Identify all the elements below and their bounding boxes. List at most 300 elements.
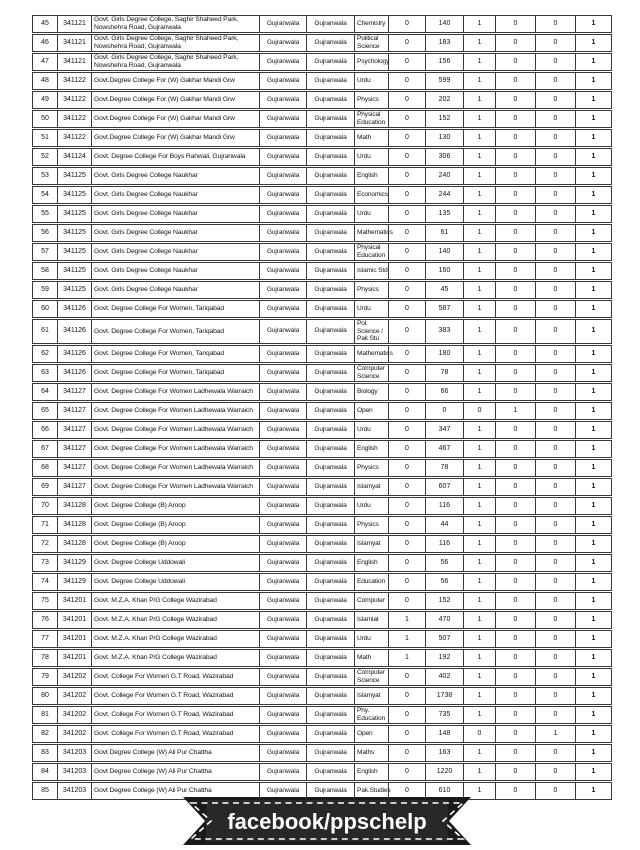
cell-subject: Islamyat [354, 478, 388, 496]
cell-applicants: 183 [425, 34, 463, 52]
cell-stat1: 1 [463, 91, 495, 109]
cell-seats_flag: 0 [388, 782, 425, 800]
table-row [32, 611, 612, 629]
cell-subject: Urdu [354, 421, 388, 439]
cell-district: Gujranwala [259, 110, 306, 128]
cell-seats_flag: 0 [388, 687, 425, 705]
cell-stat1: 1 [463, 744, 495, 762]
cell-tehsil: Gujranwala [306, 110, 354, 128]
cell-code: 341124 [57, 148, 91, 166]
cell-stat2: 0 [495, 281, 535, 299]
cell-stat2: 0 [495, 53, 535, 71]
cell-tehsil: Gujranwala [306, 262, 354, 280]
cell-stat3: 0 [535, 243, 575, 261]
cell-tehsil: Gujranwala [306, 91, 354, 109]
cell-college: Govt. Degree College (B) Aroop [91, 497, 259, 515]
cell-stat2: 0 [495, 478, 535, 496]
cell-stat3: 0 [535, 535, 575, 553]
cell-college: Govt. Degree College For Women Ladhewala Warraich [91, 478, 259, 496]
cell-tehsil: Gujranwala [306, 687, 354, 705]
table-row [32, 497, 612, 515]
cell-stat2: 0 [495, 630, 535, 648]
cell-college: Govt. College For Women G.T Road, Wazirabad [91, 706, 259, 724]
cell-seats_flag: 0 [388, 402, 425, 420]
cell-stat3: 0 [535, 402, 575, 420]
cell-applicants: 607 [425, 478, 463, 496]
cell-stat1: 1 [463, 687, 495, 705]
cell-tehsil: Gujranwala [306, 345, 354, 363]
cell-stat1: 1 [463, 345, 495, 363]
cell-sr: 74 [32, 573, 57, 591]
cell-applicants: 78 [425, 459, 463, 477]
cell-stat2: 0 [495, 148, 535, 166]
cell-stat3: 0 [535, 497, 575, 515]
table-row [32, 687, 612, 705]
cell-code: 341201 [57, 592, 91, 610]
cell-stat1: 1 [463, 459, 495, 477]
table-row [32, 725, 612, 743]
cell-subject: Open [354, 402, 388, 420]
cell-tehsil: Gujranwala [306, 402, 354, 420]
cell-total: 1 [575, 91, 612, 109]
cell-college: Govt. Girls Degree College Naukhar [91, 281, 259, 299]
cell-stat3: 0 [535, 782, 575, 800]
cell-sr: 54 [32, 186, 57, 204]
cell-tehsil: Gujranwala [306, 763, 354, 781]
cell-seats_flag: 0 [388, 34, 425, 52]
cell-code: 341122 [57, 72, 91, 90]
cell-total: 1 [575, 243, 612, 261]
cell-stat2: 0 [495, 15, 535, 33]
table-row [32, 224, 612, 242]
cell-college: Govt.Degree College For (W) Gakhar Mandi Grw [91, 72, 259, 90]
cell-applicants: 56 [425, 573, 463, 591]
cell-tehsil: Gujranwala [306, 281, 354, 299]
table-row [32, 345, 612, 363]
cell-district: Gujranwala [259, 224, 306, 242]
cell-total: 1 [575, 497, 612, 515]
cell-total: 1 [575, 649, 612, 667]
cell-seats_flag: 0 [388, 421, 425, 439]
cell-code: 341127 [57, 383, 91, 401]
cell-applicants: 599 [425, 72, 463, 90]
cell-subject: Psychology [354, 53, 388, 71]
cell-applicants: 470 [425, 611, 463, 629]
table-row [32, 319, 612, 344]
cell-code: 341127 [57, 440, 91, 458]
cell-code: 341202 [57, 706, 91, 724]
cell-stat3: 0 [535, 319, 575, 344]
cell-tehsil: Gujranwala [306, 383, 354, 401]
cell-subject: Urdu [354, 300, 388, 318]
table-row [32, 668, 612, 686]
table-row [32, 383, 612, 401]
cell-sr: 82 [32, 725, 57, 743]
cell-tehsil: Gujranwala [306, 782, 354, 800]
cell-applicants: 1738 [425, 687, 463, 705]
cell-subject: Chemistry [354, 15, 388, 33]
cell-seats_flag: 0 [388, 497, 425, 515]
cell-code: 341128 [57, 535, 91, 553]
cell-tehsil: Gujranwala [306, 630, 354, 648]
cell-sr: 68 [32, 459, 57, 477]
cell-stat3: 0 [535, 763, 575, 781]
cell-subject: Islamic Std [354, 262, 388, 280]
cell-stat1: 1 [463, 167, 495, 185]
cell-total: 1 [575, 706, 612, 724]
cell-stat2: 0 [495, 345, 535, 363]
cell-seats_flag: 0 [388, 763, 425, 781]
cell-stat3: 0 [535, 459, 575, 477]
cell-college: Govt. Degree College For Women, Tariqabad [91, 300, 259, 318]
facebook-ribbon-banner [181, 796, 473, 846]
cell-stat1: 1 [463, 110, 495, 128]
cell-sr: 62 [32, 345, 57, 363]
cell-applicants: 306 [425, 148, 463, 166]
cell-applicants: 140 [425, 243, 463, 261]
cell-stat3: 0 [535, 649, 575, 667]
table-row [32, 535, 612, 553]
cell-code: 341127 [57, 421, 91, 439]
cell-code: 341127 [57, 402, 91, 420]
cell-college: Govt. Degree College For Women Ladhewala Warraich [91, 402, 259, 420]
cell-seats_flag: 0 [388, 186, 425, 204]
cell-subject: Physical Education [354, 110, 388, 128]
cell-tehsil: Gujranwala [306, 205, 354, 223]
cell-tehsil: Gujranwala [306, 440, 354, 458]
cell-applicants: 135 [425, 205, 463, 223]
cell-subject: Urdu [354, 205, 388, 223]
cell-tehsil: Gujranwala [306, 744, 354, 762]
cell-seats_flag: 0 [388, 706, 425, 724]
cell-applicants: 0 [425, 402, 463, 420]
ribbon-text: facebook/ppschelp [227, 809, 427, 834]
cell-seats_flag: 0 [388, 592, 425, 610]
cell-district: Gujranwala [259, 744, 306, 762]
cell-stat1: 1 [463, 224, 495, 242]
cell-total: 1 [575, 611, 612, 629]
cell-code: 341202 [57, 725, 91, 743]
cell-college: Govt. Degree College For Women, Tariqabad [91, 364, 259, 382]
cell-seats_flag: 0 [388, 744, 425, 762]
cell-total: 1 [575, 148, 612, 166]
cell-subject: Computer [354, 592, 388, 610]
cell-code: 341203 [57, 763, 91, 781]
table-row [32, 243, 612, 261]
cell-code: 341128 [57, 497, 91, 515]
cell-stat1: 1 [463, 516, 495, 534]
cell-stat3: 0 [535, 687, 575, 705]
cell-district: Gujranwala [259, 243, 306, 261]
cell-applicants: 163 [425, 744, 463, 762]
cell-code: 341121 [57, 34, 91, 52]
cell-stat2: 0 [495, 725, 535, 743]
cell-total: 1 [575, 72, 612, 90]
cell-seats_flag: 0 [388, 300, 425, 318]
cell-seats_flag: 0 [388, 91, 425, 109]
cell-stat3: 0 [535, 554, 575, 572]
cell-total: 1 [575, 668, 612, 686]
cell-stat1: 1 [463, 497, 495, 515]
cell-applicants: 587 [425, 300, 463, 318]
cell-applicants: 44 [425, 516, 463, 534]
cell-tehsil: Gujranwala [306, 243, 354, 261]
cell-stat1: 1 [463, 15, 495, 33]
ribbon-graphic [181, 796, 473, 846]
cell-subject: Biology [354, 383, 388, 401]
cell-seats_flag: 0 [388, 243, 425, 261]
cell-tehsil: Gujranwala [306, 167, 354, 185]
cell-total: 1 [575, 687, 612, 705]
table-row [32, 34, 612, 52]
cell-district: Gujranwala [259, 129, 306, 147]
cell-total: 1 [575, 421, 612, 439]
cell-stat2: 0 [495, 34, 535, 52]
cell-applicants: 156 [425, 53, 463, 71]
cell-district: Gujranwala [259, 782, 306, 800]
cell-stat1: 1 [463, 478, 495, 496]
cell-sr: 71 [32, 516, 57, 534]
cell-district: Gujranwala [259, 421, 306, 439]
cell-stat3: 0 [535, 421, 575, 439]
cell-district: Gujranwala [259, 478, 306, 496]
cell-stat2: 0 [495, 668, 535, 686]
cell-stat2: 0 [495, 611, 535, 629]
cell-total: 1 [575, 763, 612, 781]
table-row [32, 421, 612, 439]
cell-code: 341121 [57, 15, 91, 33]
cell-applicants: 61 [425, 224, 463, 242]
cell-subject: Mathematics [354, 345, 388, 363]
cell-college: Govt. Girls Degree College Naukhar [91, 186, 259, 204]
cell-stat3: 0 [535, 516, 575, 534]
cell-sr: 50 [32, 110, 57, 128]
cell-stat3: 0 [535, 91, 575, 109]
cell-code: 341201 [57, 611, 91, 629]
cell-applicants: 383 [425, 319, 463, 344]
cell-stat2: 0 [495, 110, 535, 128]
cell-district: Gujranwala [259, 186, 306, 204]
cell-college: Govt. College For Women G.T Road, Wazirabad [91, 687, 259, 705]
cell-stat2: 1 [495, 402, 535, 420]
cell-applicants: 116 [425, 535, 463, 553]
results-table [32, 14, 612, 801]
cell-seats_flag: 0 [388, 383, 425, 401]
cell-tehsil: Gujranwala [306, 421, 354, 439]
cell-sr: 83 [32, 744, 57, 762]
table-row [32, 592, 612, 610]
cell-subject: Computer Science [354, 364, 388, 382]
cell-district: Gujranwala [259, 281, 306, 299]
cell-stat1: 0 [463, 402, 495, 420]
cell-subject: Pak.Studies [354, 782, 388, 800]
cell-district: Gujranwala [259, 91, 306, 109]
cell-seats_flag: 0 [388, 725, 425, 743]
cell-stat2: 0 [495, 319, 535, 344]
table-row [32, 281, 612, 299]
cell-college: Govt. Degree College Uddowali [91, 573, 259, 591]
cell-stat2: 0 [495, 459, 535, 477]
cell-total: 1 [575, 782, 612, 800]
cell-sr: 61 [32, 319, 57, 344]
cell-code: 341122 [57, 129, 91, 147]
cell-applicants: 610 [425, 782, 463, 800]
cell-sr: 69 [32, 478, 57, 496]
cell-subject: Open [354, 725, 388, 743]
cell-sr: 63 [32, 364, 57, 382]
cell-stat2: 0 [495, 440, 535, 458]
cell-college: Govt. Girls Degree College Naukhar [91, 262, 259, 280]
cell-applicants: 240 [425, 167, 463, 185]
cell-subject: Phy. Education [354, 706, 388, 724]
cell-district: Gujranwala [259, 649, 306, 667]
table-row [32, 148, 612, 166]
table-row [32, 15, 612, 33]
cell-sr: 49 [32, 91, 57, 109]
cell-stat1: 1 [463, 782, 495, 800]
cell-tehsil: Gujranwala [306, 497, 354, 515]
cell-total: 1 [575, 53, 612, 71]
cell-subject: English [354, 763, 388, 781]
cell-stat2: 0 [495, 782, 535, 800]
cell-seats_flag: 0 [388, 478, 425, 496]
cell-sr: 48 [32, 72, 57, 90]
cell-sr: 58 [32, 262, 57, 280]
cell-district: Gujranwala [259, 72, 306, 90]
cell-applicants: 152 [425, 110, 463, 128]
cell-tehsil: Gujranwala [306, 319, 354, 344]
cell-total: 1 [575, 725, 612, 743]
cell-college: Govt Degree College (W) Ali Pur Chattha [91, 763, 259, 781]
cell-stat2: 0 [495, 706, 535, 724]
cell-seats_flag: 0 [388, 668, 425, 686]
cell-code: 341121 [57, 53, 91, 71]
cell-stat3: 0 [535, 364, 575, 382]
table-row [32, 186, 612, 204]
cell-stat2: 0 [495, 497, 535, 515]
cell-applicants: 735 [425, 706, 463, 724]
cell-college: Govt. Degree College For Women, Tariqabad [91, 345, 259, 363]
results-table-body [32, 15, 612, 800]
cell-district: Gujranwala [259, 611, 306, 629]
cell-stat1: 1 [463, 319, 495, 344]
cell-stat3: 0 [535, 167, 575, 185]
cell-district: Gujranwala [259, 687, 306, 705]
cell-subject: English [354, 554, 388, 572]
cell-district: Gujranwala [259, 668, 306, 686]
cell-sr: 46 [32, 34, 57, 52]
table-row [32, 630, 612, 648]
cell-district: Gujranwala [259, 554, 306, 572]
cell-college: Govt. M.Z.A. Khan P/G College Wazirabad [91, 611, 259, 629]
cell-applicants: 116 [425, 497, 463, 515]
cell-stat1: 1 [463, 34, 495, 52]
cell-seats_flag: 0 [388, 319, 425, 344]
cell-district: Gujranwala [259, 440, 306, 458]
cell-stat2: 0 [495, 91, 535, 109]
cell-total: 1 [575, 478, 612, 496]
table-row [32, 459, 612, 477]
cell-subject: Maths [354, 744, 388, 762]
cell-stat3: 0 [535, 129, 575, 147]
cell-stat1: 1 [463, 383, 495, 401]
cell-applicants: 78 [425, 364, 463, 382]
cell-sr: 81 [32, 706, 57, 724]
cell-code: 341127 [57, 478, 91, 496]
cell-seats_flag: 0 [388, 345, 425, 363]
cell-seats_flag: 0 [388, 72, 425, 90]
cell-subject: Physical Education [354, 243, 388, 261]
table-row [32, 744, 612, 762]
cell-code: 341125 [57, 224, 91, 242]
cell-seats_flag: 1 [388, 630, 425, 648]
cell-sr: 75 [32, 592, 57, 610]
cell-seats_flag: 0 [388, 535, 425, 553]
cell-stat3: 0 [535, 300, 575, 318]
cell-stat3: 0 [535, 15, 575, 33]
cell-stat3: 0 [535, 72, 575, 90]
table-row [32, 573, 612, 591]
cell-subject: Physics [354, 516, 388, 534]
table-row [32, 516, 612, 534]
cell-stat2: 0 [495, 421, 535, 439]
cell-applicants: 66 [425, 383, 463, 401]
cell-sr: 51 [32, 129, 57, 147]
cell-seats_flag: 0 [388, 167, 425, 185]
cell-seats_flag: 0 [388, 459, 425, 477]
cell-sr: 66 [32, 421, 57, 439]
cell-code: 341129 [57, 554, 91, 572]
cell-stat1: 1 [463, 706, 495, 724]
cell-tehsil: Gujranwala [306, 364, 354, 382]
cell-code: 341126 [57, 364, 91, 382]
cell-tehsil: Gujranwala [306, 592, 354, 610]
cell-district: Gujranwala [259, 345, 306, 363]
cell-applicants: 347 [425, 421, 463, 439]
cell-seats_flag: 0 [388, 148, 425, 166]
table-row [32, 478, 612, 496]
cell-stat1: 1 [463, 129, 495, 147]
cell-college: Govt. College For Women G.T Road, Wazirabad [91, 725, 259, 743]
cell-stat2: 0 [495, 224, 535, 242]
cell-stat1: 1 [463, 630, 495, 648]
cell-stat1: 1 [463, 611, 495, 629]
cell-subject: Computer Science [354, 668, 388, 686]
table-row [32, 205, 612, 223]
cell-seats_flag: 0 [388, 573, 425, 591]
cell-subject: Math [354, 129, 388, 147]
cell-code: 341126 [57, 300, 91, 318]
cell-sr: 56 [32, 224, 57, 242]
cell-tehsil: Gujranwala [306, 535, 354, 553]
cell-college: Govt.Degree College For (W) Gakhar Mandi Grw [91, 91, 259, 109]
cell-subject: Urdu [354, 148, 388, 166]
cell-district: Gujranwala [259, 725, 306, 743]
cell-total: 1 [575, 402, 612, 420]
cell-district: Gujranwala [259, 34, 306, 52]
cell-college: Govt. Degree College For Boys Rahwali, Gujranwala [91, 148, 259, 166]
cell-seats_flag: 0 [388, 440, 425, 458]
cell-stat2: 0 [495, 186, 535, 204]
cell-stat2: 0 [495, 364, 535, 382]
cell-district: Gujranwala [259, 53, 306, 71]
cell-sr: 47 [32, 53, 57, 71]
cell-district: Gujranwala [259, 459, 306, 477]
cell-applicants: 140 [425, 15, 463, 33]
cell-total: 1 [575, 205, 612, 223]
cell-subject: Urdu [354, 72, 388, 90]
cell-district: Gujranwala [259, 516, 306, 534]
